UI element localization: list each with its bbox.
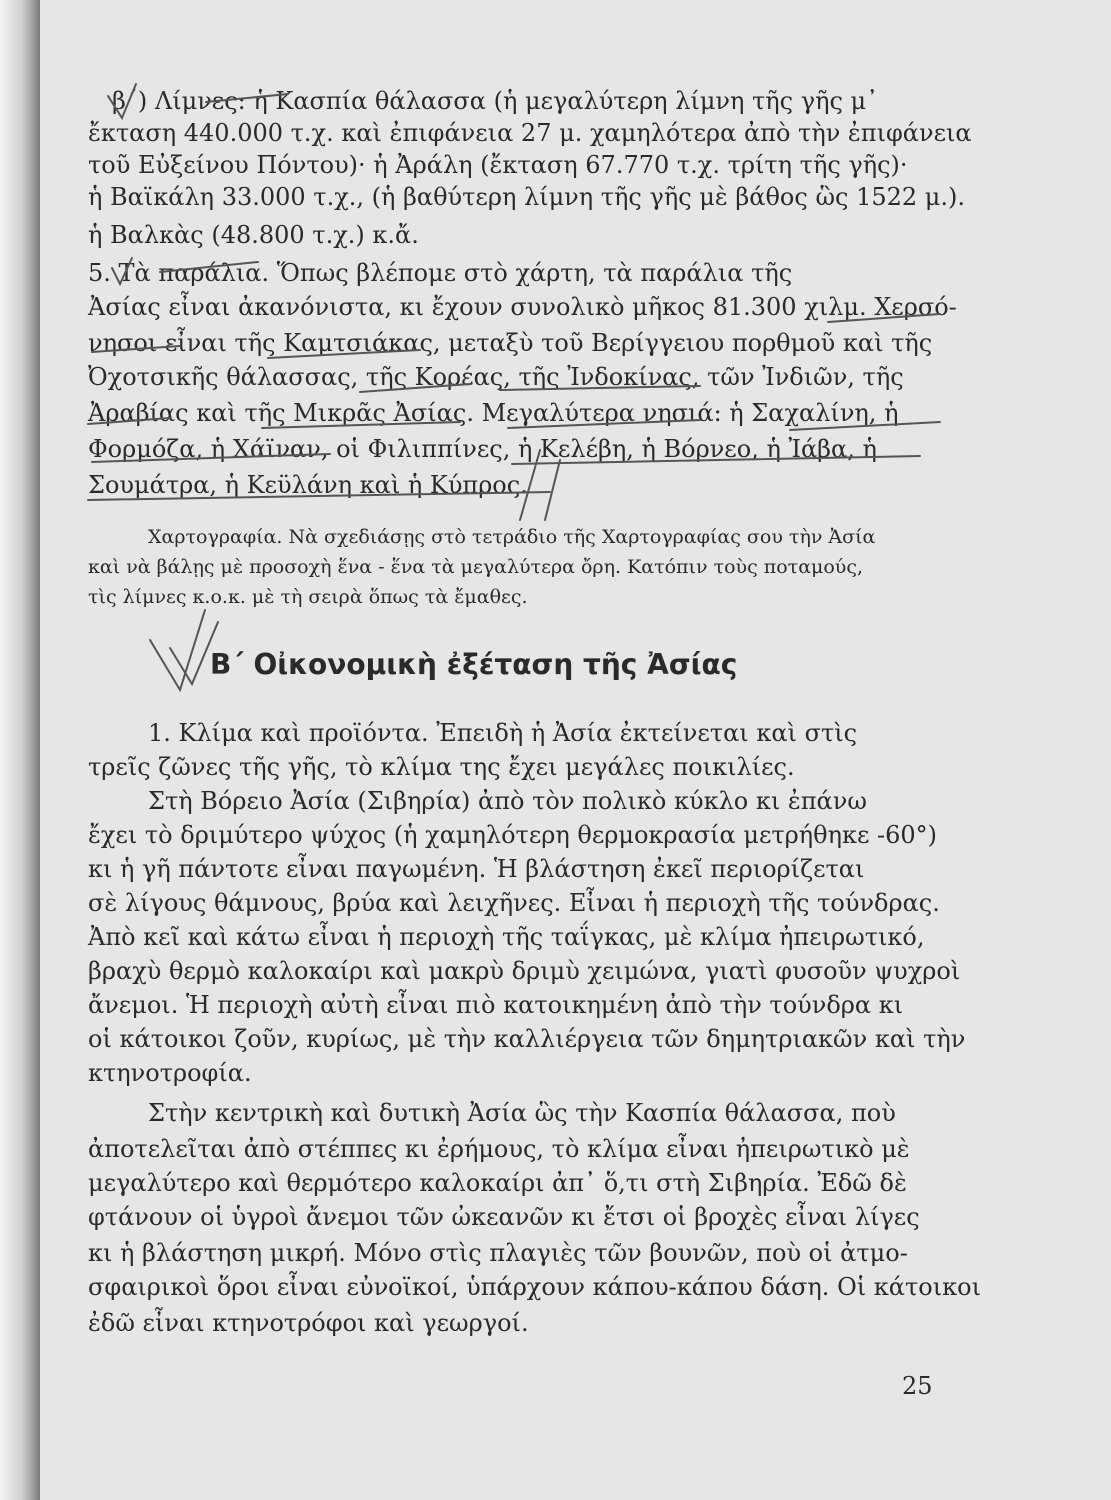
text-line: Στὴ Βόρειο Ἀσία (Σιβηρία) ἀπὸ τὸν πολικὸ κύκλο κι ἐπάνω [148, 787, 867, 815]
text-line: ἀποτελεῖται ἀπὸ στέππες κι ἐρήμους, τὸ κλίμα εἶναι ἠπειρωτικὸ μὲ [88, 1135, 910, 1163]
text-line: σφαιρικοὶ ὅροι εἶναι εὐνοϊκοί, ὑπάρχουν κάπου-κάπου δάση. Οἱ κάτοικοι [88, 1273, 981, 1301]
text-line: τρεῖς ζῶνες τῆς γῆς, τὸ κλίμα της ἔχει μεγάλες ποικιλίες. [88, 753, 795, 781]
text-line: ἔκταση 440.000 τ.χ. καὶ ἐπιφάνεια 27 μ. χαμηλότερα ἀπὸ τὴν ἐπιφάνεια [88, 119, 972, 147]
text-line: Ἀραβίας καὶ τῆς Μικρᾶς Ἀσίας. Μεγαλύτερα νησιά: ἡ Σαχαλίνη, ἡ [88, 399, 899, 427]
section-heading: Β΄ Οἰκονομικὴ ἐξέταση τῆς Ἀσίας [210, 648, 738, 681]
text-line: βραχὺ θερμὸ καλοκαίρι καὶ μακρὺ δριμὺ χειμώνα, γιατὶ φυσοῦν ψυχροὶ [88, 957, 961, 985]
text-line: Ἀπὸ κεῖ καὶ κάτω εἶναι ἡ περιοχὴ τῆς ταΐγκας, μὲ κλίμα ἠπειρωτικό, [88, 923, 925, 951]
text-line: φτάνουν οἱ ὑγροὶ ἄνεμοι τῶν ὠκεανῶν κι ἔτσι οἱ βροχὲς εἶναι λίγες [88, 1203, 920, 1231]
text-line: κι ἡ βλάστηση μικρή. Μόνο στὶς πλαγιὲς τῶν βουνῶν, ποὺ οἱ ἀτμο- [88, 1239, 908, 1267]
text-line: Στὴν κεντρικὴ καὶ δυτικὴ Ἀσία ὣς τὴν Κασπία θάλασσα, ποὺ [148, 1099, 896, 1127]
book-binding-shadow [0, 0, 40, 1500]
text-line: μεγαλύτερο καὶ θερμότερο καλοκαίρι ἀπ᾽ ὅ,τι στὴ Σιβηρία. Ἐδῶ δὲ [88, 1169, 907, 1197]
cartography-exercise-line: καὶ νὰ βάλῃς μὲ προσοχὴ ἕνα - ἕνα τὰ μεγαλύτερα ὄρη. Κατόπιν τοὺς ποταμούς, [88, 556, 864, 578]
text-line: ἡ Βαλκὰς (48.800 τ.χ.) κ.ἄ. [88, 221, 419, 249]
text-line: ἐδῶ εἶναι κτηνοτρόφοι καὶ γεωργοί. [88, 1309, 529, 1337]
text-line: ἡ Βαϊκάλη 33.000 τ.χ., (ἡ βαθύτερη λίμνη τῆς γῆς μὲ βάθος ὣς 1522 μ.). [88, 183, 966, 211]
text-line: 5. Τὰ παράλια. Ὅπως βλέπομε στὸ χάρτη, τὰ παράλια τῆς [88, 259, 793, 287]
text-line: 1. Κλίμα καὶ προϊόντα. Ἐπειδὴ ἡ Ἀσία ἐκτείνεται καὶ στὶς [148, 719, 858, 747]
text-line: Σουμάτρα, ἡ Κεϋλάνη καὶ ἡ Κύπρος. [88, 471, 528, 499]
page-number: 25 [902, 1372, 933, 1400]
text-line: ἔχει τὸ δριμύτερο ψύχος (ἡ χαμηλότερη θερμοκρασία μετρήθηκε -60°) [88, 821, 938, 849]
text-line: νησοι εἶναι τῆς Καμτσιάκας, μεταξὺ τοῦ Βερίγγειου πορθμοῦ καὶ τῆς [88, 329, 933, 357]
text-line: οἱ κάτοικοι ζοῦν, κυρίως, μὲ τὴν καλλιέργεια τῶν δημητριακῶν καὶ τὴν [88, 1025, 966, 1053]
text-line: Ἀσίας εἶναι ἀκανόνιστα, κι ἔχουν συνολικὸ μῆκος 81.300 χιλμ. Χερσό- [88, 293, 957, 321]
text-line: τοῦ Εὐξείνου Πόντου)· ἡ Ἀράλη (ἔκταση 67.770 τ.χ. τρίτη τῆς γῆς)· [88, 151, 908, 179]
text-line: β΄) Λίμνες: ἡ Κασπία θάλασσα (ἡ μεγαλύτερη λίμνη τῆς γῆς μ᾽ [112, 87, 879, 115]
text-line: κι ἡ γῆ πάντοτε εἶναι παγωμένη. Ἡ βλάστηση ἐκεῖ περιορίζεται [88, 855, 865, 883]
cartography-exercise-line: Χαρτογραφία. Νὰ σχεδιάσῃς στὸ τετράδιο τῆς Χαρτογραφίας σου τὴν Ἀσία [148, 526, 876, 548]
text-line: Φορμόζα, ἡ Χάϊναν, οἱ Φιλιππίνες, ἡ Κελέβη, ἡ Βόρνεο, ἡ Ἰάβα, ἡ [88, 435, 877, 463]
text-line: Ὀχοτσικῆς θάλασσας, τῆς Κορέας, τῆς Ἰνδοκίνας, τῶν Ἰνδιῶν, τῆς [88, 363, 904, 391]
text-line: ἄνεμοι. Ἡ περιοχὴ αὐτὴ εἶναι πιὸ κατοικημένη ἀπὸ τὴν τούνδρα κι [88, 991, 904, 1019]
text-line: κτηνοτροφία. [88, 1059, 252, 1087]
cartography-exercise-line: τὶς λίμνες κ.ο.κ. μὲ τὴ σειρὰ ὅπως τὰ ἔμαθες. [88, 586, 528, 608]
text-line: σὲ λίγους θάμνους, βρύα καὶ λειχῆνες. Εἶναι ἡ περιοχὴ τῆς τούνδρας. [88, 889, 940, 917]
